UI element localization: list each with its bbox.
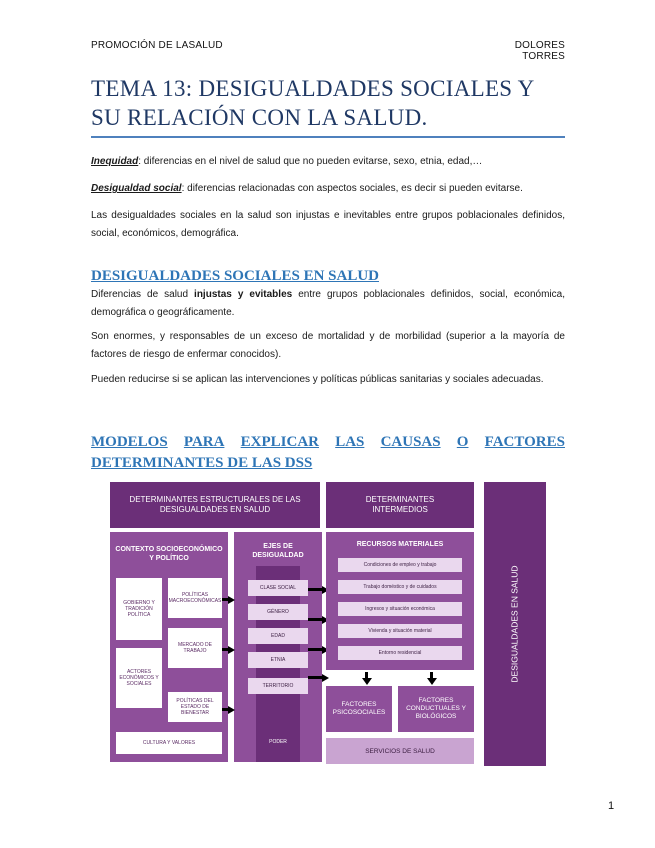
section1-heading: DESIGUALDADES SOCIALES EN SALUD [91,268,379,284]
heading-word: PARA [183,434,225,450]
definition-term: Inequidad [91,156,139,167]
definition-desigualdad [91,180,565,198]
p1-after: entre grupos poblacionales definidos, social, económica, demográfica o geográficamente. [91,289,565,318]
section2-heading-line1 [91,432,565,452]
factor-behavioural: FACTORES CONDUCTUALES Y BIOLÓGICOS [398,686,474,732]
health-services: SERVICIOS DE SALUD [326,738,474,764]
context-left-2: ACTORES ECONÓMICOS Y SOCIALES [116,648,162,708]
page-title: TEMA 13: DESIGUALDADES SOCIALES Y SU RELACIÓN CON LA SALUD. [91,76,534,130]
axis-item: EDAD [248,628,308,644]
arrow-down-icon [362,678,372,685]
arrow-right-icon [228,706,235,714]
page-number: 1 [608,800,615,812]
section1-paragraph-3: Pueden reducirse si se aplican las intervenciones y políticas públicas sanitarias y sociales adecuadas. [91,374,544,385]
section1-paragraph-1 [91,286,565,322]
arrow-shaft [308,676,322,679]
right-bar [484,482,546,766]
header-left: PROMOCIÓN DE LASALUD [91,40,223,51]
section2-heading-line2: DETERMINANTES DE LAS DSS [91,455,313,471]
arrow-shaft [308,618,322,621]
definition-text: : diferencias en el nivel de salud que no pueden evitarse, sexo, etnia, edad,… [138,156,483,167]
arrow-shaft [308,648,322,651]
axis-item: TERRITORIO [248,678,308,694]
context-left-1: GOBIERNO Y TRADICIÓN POLÍTICA [116,578,162,640]
axis-item: ETNIA [248,652,308,668]
right-bar-label: DESIGUALDADES EN SALUD [510,565,520,683]
context-right-1: POLÍTICAS MACROECONÓMICAS [168,578,222,618]
arrow-right-icon [228,596,235,604]
arrow-right-icon [322,674,329,682]
structural-header: DETERMINANTES ESTRUCTURALES DE LAS DESIGUALDADES EN SALUD [110,482,320,528]
heading-word: CAUSAS [380,434,441,450]
heading-word: O [456,434,469,450]
axes-bottom: PODER [269,739,287,745]
p1-before: Diferencias de salud [91,289,195,300]
definition-inequidad [91,153,565,171]
context-right-3: POLÍTICAS DEL ESTADO DE BIENESTAR [168,692,222,722]
intermediate-header: DETERMINANTES INTERMEDIOS [326,482,474,528]
definition-text: : diferencias relacionadas con aspectos sociales, es decir si pueden evitarse. [181,183,523,194]
resource-item: Condiciones de empleo y trabajo [338,558,462,572]
header-right: DOLORES TORRES [514,40,565,62]
resource-item: Trabajo doméstico y de cuidados [338,580,462,594]
heading-word: FACTORES [484,434,565,450]
section1-paragraph-2: Son enormes, y responsables de un exceso de mortalidad y de morbilidad (superior a la mayoría de factores de riesgo de enfermar conocidos). [91,331,565,360]
heading-word: EXPLICAR [240,434,319,450]
heading-word: MODELOS [91,434,168,450]
context-title: CONTEXTO SOCIOECONÓMICO Y POLÍTICO [115,546,223,562]
context-bottom: CULTURA Y VALORES [116,732,222,754]
heading-word: LAS [335,434,365,450]
p1-bold: injustas y evitables [194,289,293,300]
axis-item: CLASE SOCIAL [248,580,308,596]
axis-item: GÉNERO [248,604,308,620]
resource-item: Vivienda y situación material [338,624,462,638]
axes-title: EJES DE DESIGUALDAD [252,543,304,559]
arrow-down-icon [427,678,437,685]
resources-title: RECURSOS MATERIALES [356,540,444,548]
context-right-2: MERCADO DE TRABAJO [168,628,222,668]
title-rule [91,136,565,138]
dss-diagram [110,482,546,766]
resource-item: Ingresos y situación económica [338,602,462,616]
arrow-shaft [308,588,322,591]
intro-paragraph: Las desigualdades sociales en la salud son injustas e inevitables entre grupos poblacionales definidos, social, económicos, demográfica. [91,210,565,239]
arrow-right-icon [228,646,235,654]
factor-psychosocial: FACTORES PSICOSOCIALES [326,686,392,732]
resource-item: Entorno residencial [338,646,462,660]
definition-term: Desigualdad social [91,183,182,194]
